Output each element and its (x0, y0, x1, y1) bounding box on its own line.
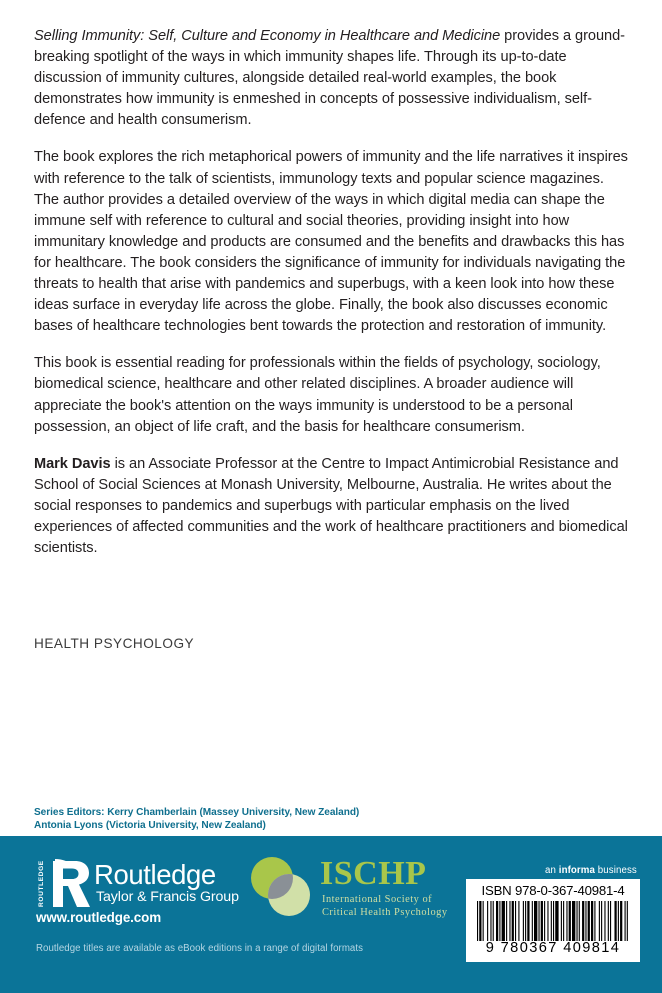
informa-suffix: business (595, 865, 637, 876)
informa-business-label (545, 865, 637, 877)
series-editors-line-2: Antonia Lyons (Victoria University, New Zealand) (34, 820, 266, 832)
ischp-logo (248, 854, 448, 930)
isbn-number-label: ISBN 978-0-367-40981-4 (481, 883, 625, 898)
blurb-paragraph-1-rest: provides a ground-breaking spotlight of the ways in which immunity shapes life. Through its up-to-date discussion of immunity cultures, alongside detailed real-world examples, the book demonstrates how immunity is enmeshed in concepts of possessive individualism, self-defence and health consumerism. (34, 28, 625, 129)
blurb-paragraph-2: The book explores the rich metaphorical powers of immunity and the life narratives it inspires with reference to the talk of scientists, immunology texts and popular science magazines. The author provides a detailed overview of the ways in which digital media can shape the immune self with reference to cultural and social theories, providing insight into how immunitary knowledge and products are consumed and the benefits and drawbacks this has for healthcare. The book considers the significance of immunity for individuals navigating the threats to health that arise with pandemics and superbugs, with a keen look into how these ideas surface in everyday life across the globe. Finally, the book also discusses economic bases of healthcare technologies bent towards the protection and restoration of immunity. (34, 149, 628, 335)
ischp-circles-icon (248, 856, 314, 918)
blurb-paragraph-1 (34, 26, 630, 131)
blurb-paragraph-3: This book is essential reading for professionals within the fields of psychology, sociology, biomedical science, healthcare and other related disciplines. A broader audience will appreciate the book's attention on the ways immunity is understood to be a personal possession, an object of life craft, and the basis for healthcare consumerism. (34, 355, 601, 435)
series-editors-block (34, 806, 594, 832)
author-bio-rest: is an Associate Professor at the Centre to Impact Antimicrobial Resistance and School of Social Sciences at Monash University, Melbourne, Australia. He writes about the social responses to pandemics and superbugs with particular emphasis on the lived experiences of affected communities and the work of healthcare practitioners and biomedical scientists. (34, 455, 628, 557)
publisher-footer-band (0, 836, 662, 993)
author-bio-paragraph (34, 454, 630, 559)
author-name: Mark Davis (34, 455, 111, 472)
subject-category-label: HEALTH PSYCHOLOGY (34, 636, 195, 651)
series-editors-line-1: Series Editors: Kerry Chamberlain (Massey University, New Zealand) (34, 807, 360, 818)
blurb-text-block (34, 26, 630, 559)
isbn-barcode-icon (477, 901, 629, 941)
ischp-subtitle (322, 894, 448, 919)
isbn-barcode-digits: 9 780367 409814 (485, 940, 621, 956)
routledge-wordmark: Routledge (94, 859, 216, 890)
routledge-vertical-text: ROUTLEDGE (38, 860, 45, 908)
ebook-availability-note: Routledge titles are available as eBook editions in a range of digital formats (36, 943, 364, 954)
ischp-subtitle-line-1: International Society of (322, 894, 433, 905)
ischp-acronym: ISCHP (320, 855, 427, 892)
informa-brand: informa (558, 865, 596, 876)
informa-prefix: an (545, 865, 559, 876)
routledge-r-icon (49, 859, 91, 909)
routledge-subtitle: Taylor & Francis Group (96, 889, 239, 905)
routledge-logo (36, 860, 266, 924)
routledge-logo-mark (36, 860, 90, 908)
book-title-italic: Selling Immunity: Self, Culture and Economy in Healthcare and Medicine (34, 28, 501, 44)
isbn-barcode-block (466, 879, 640, 962)
ischp-subtitle-line-2: Critical Health Psychology (322, 906, 448, 918)
routledge-url[interactable]: www.routledge.com (36, 910, 162, 925)
